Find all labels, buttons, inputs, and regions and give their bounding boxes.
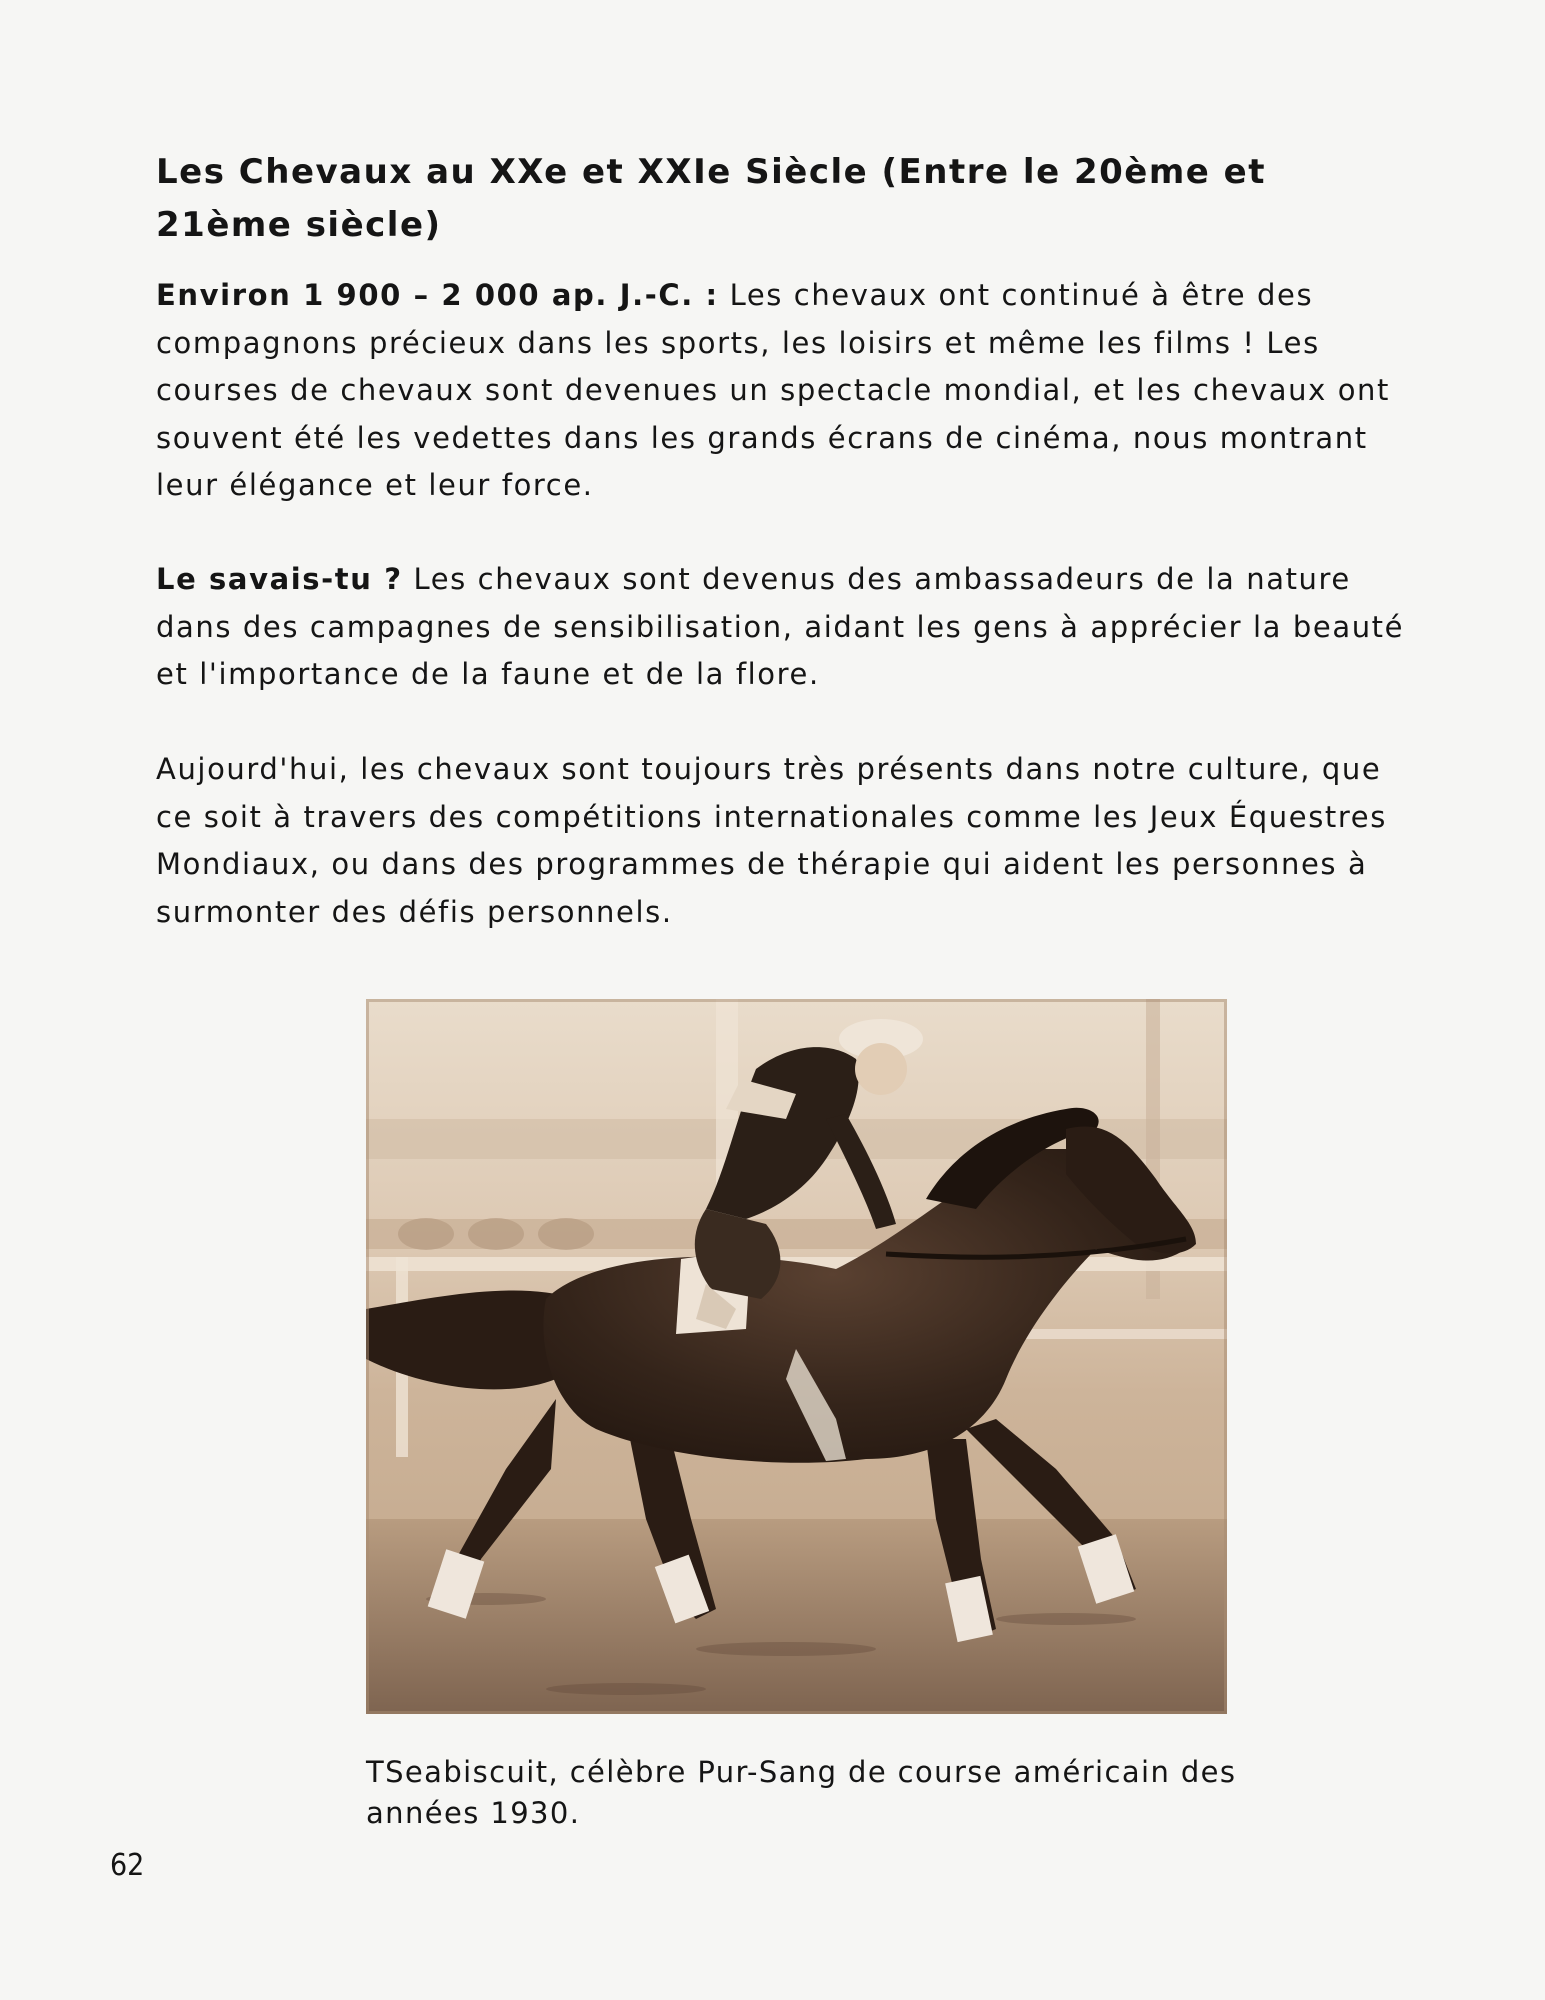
paragraph-did-you-know-text: Les chevaux sont devenus des ambassadeurs de la nature dans des campagnes de sensibilisation, aidant les gens à apprécier la beauté et l'importance de la faune et de la flore. bbox=[156, 562, 1405, 691]
paragraph-era bbox=[156, 272, 1406, 510]
paragraph-did-you-know-lead: Le savais-tu ? bbox=[156, 562, 403, 596]
paragraph-era-lead: Environ 1 900 – 2 000 ap. J.-C. : bbox=[156, 278, 719, 312]
page-number: 62 bbox=[110, 1848, 145, 1883]
page-title: Les Chevaux au XXe et XXIe Siècle (Entre le 20ème et 21ème siècle) bbox=[156, 152, 1266, 245]
paragraph-today-text: Aujourd'hui, les chevaux sont toujours très présents dans notre culture, que ce soit à travers des compétitions internationales comme les Jeux Équestres Mondiaux, ou dans des programmes de thérapie qui aident les personnes à surmonter des défis personnels. bbox=[156, 752, 1387, 929]
paragraph-did-you-know bbox=[156, 556, 1406, 699]
paragraph-era-text: Les chevaux ont continué à être des compagnons précieux dans les sports, les loisirs et même les films ! Les courses de chevaux sont devenues un spectacle mondial, et les chevaux ont souvent été les vedettes dans les grands écrans de cinéma, nous montrant leur élégance et leur force. bbox=[156, 278, 1390, 502]
paragraph-today bbox=[156, 746, 1406, 936]
photo-caption: TSeabiscuit, célèbre Pur-Sang de course américain des années 1930. bbox=[366, 1755, 1237, 1830]
seabiscuit-photo bbox=[366, 999, 1227, 1714]
